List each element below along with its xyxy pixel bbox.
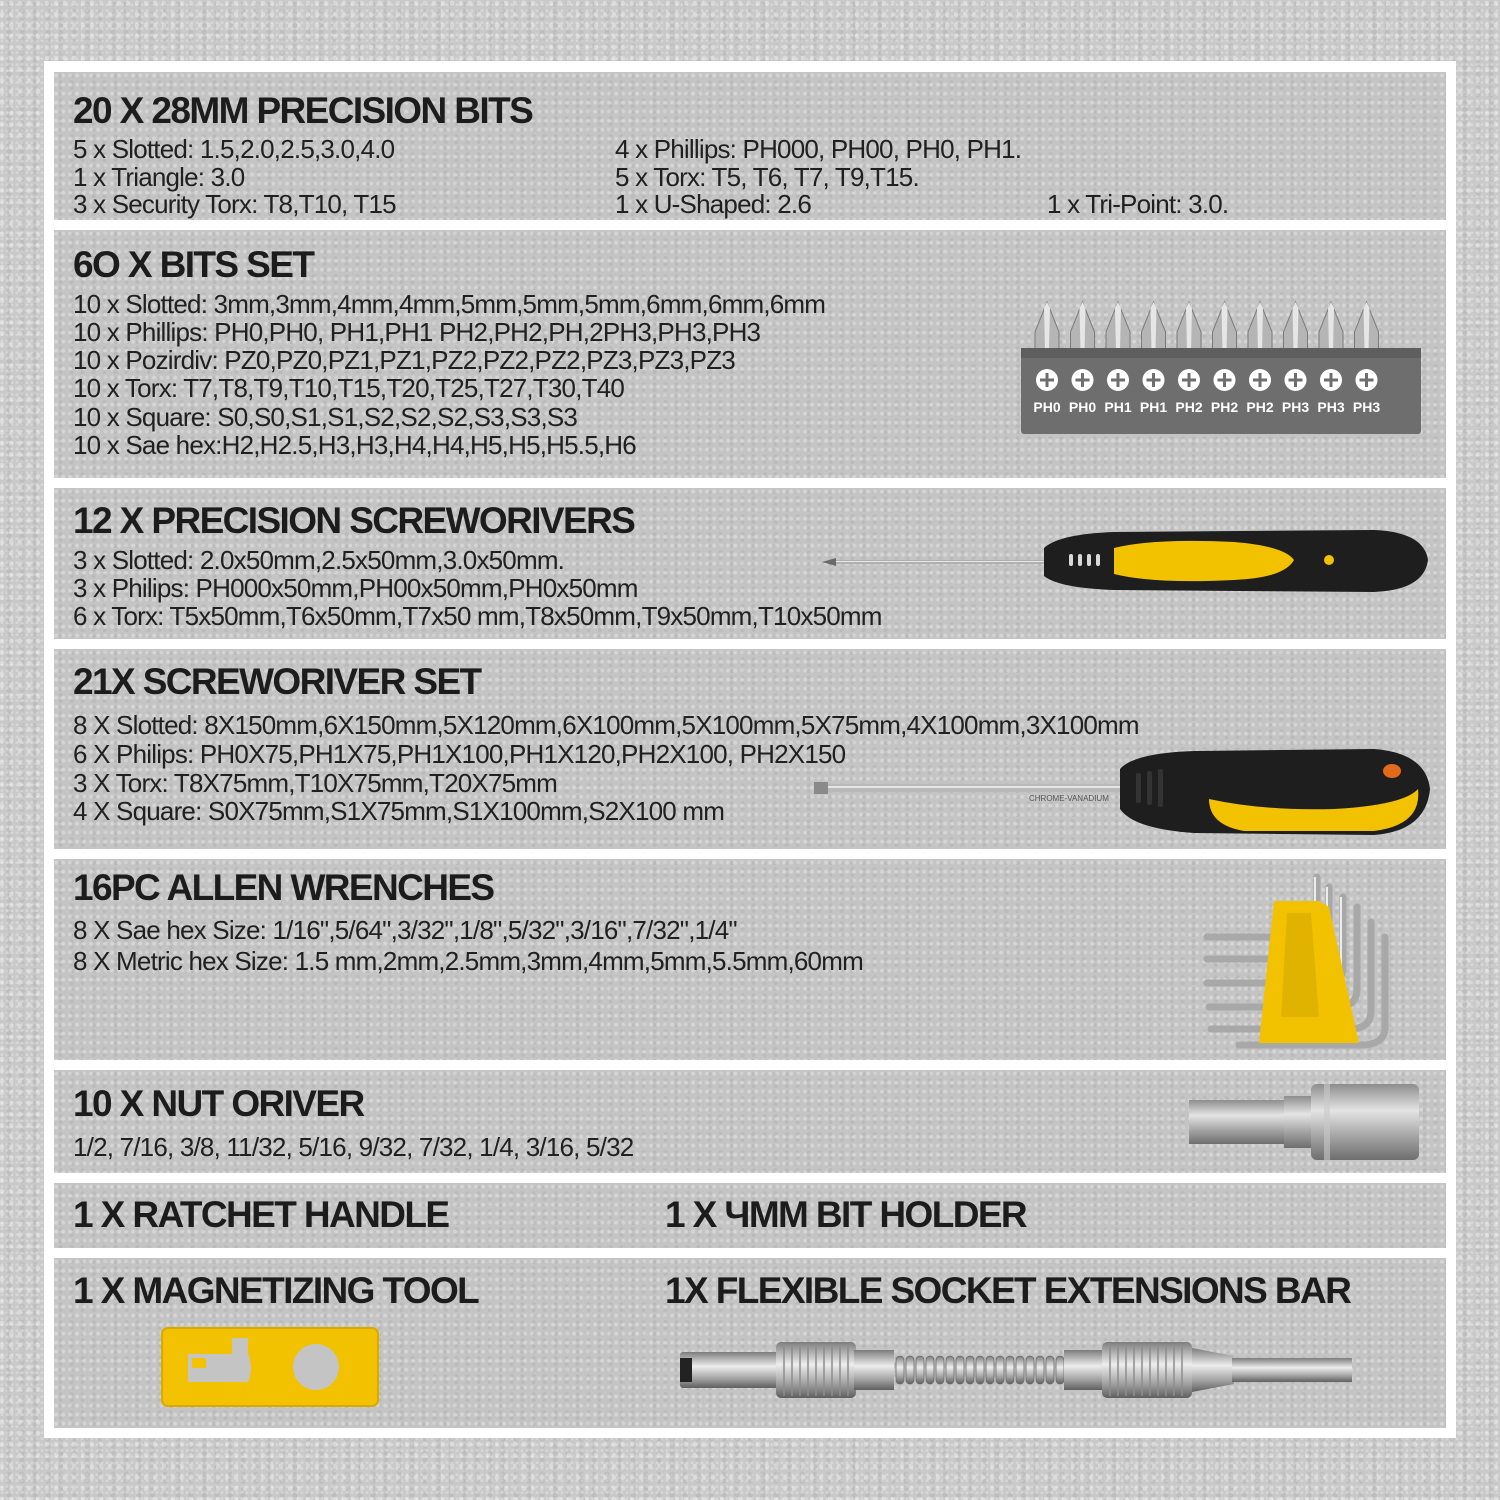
- spec-line: 5 x Torx: T5, T6, T7, T9,T15.: [615, 162, 919, 192]
- spec-line: 4 x Phillips: PH000, PH00, PH0, PH1.: [615, 134, 1022, 164]
- spec-line: 1/2, 7/16, 3/8, 11/32, 5/16, 9/32, 7/32, 1/4, 3/16, 5/32: [73, 1132, 634, 1162]
- spec-line: 3 x Slotted: 2.0x50mm,2.5x50mm,3.0x50mm.: [73, 545, 565, 575]
- bit-label: PH2: [1210, 399, 1239, 415]
- magnetizer-block-icon: [162, 1328, 382, 1408]
- screwdriver-bit: [1319, 302, 1343, 354]
- nut-driver-socket-icon: [1189, 1080, 1429, 1165]
- spec-line: 8 X Sae hex Size: 1/16",5/64",3/32",1/8",5/32",3/16",7/32",1/4": [73, 915, 737, 945]
- spec-line: 1 x U-Shaped: 2.6: [615, 189, 811, 219]
- section-precision-screwdrivers: [54, 488, 1446, 639]
- spec-line: 8 X Slotted: 8X150mm,6X150mm,5X120mm,6X100mm,5X100mm,5X75mm,4X100mm,3X100mm: [73, 710, 1139, 740]
- section-ratchet-bit-holder: [54, 1183, 1446, 1248]
- screwdriver-bit: [1213, 302, 1237, 354]
- screwdriver-bit: [1106, 302, 1130, 354]
- spec-line: 4 X Square: S0X75mm,S1X75mm,S1X100mm,S2X100 mm: [73, 796, 725, 826]
- screwdriver-bit: [1355, 302, 1379, 354]
- ratchet-title: 1 X RATCHET HANDLE: [73, 1194, 449, 1235]
- screwdriver-bit: [1248, 302, 1272, 354]
- bit-label: PH1: [1104, 399, 1132, 415]
- bit-label: PH3: [1281, 399, 1310, 415]
- spec-line: 10 x Sae hex:H2,H2.5,H3,H3,H4,H4,H5,H5,H5.5,H6: [73, 430, 636, 460]
- spec-line: 10 x Pozirdiv: PZ0,PZ0,PZ1,PZ1,PZ2,PZ2,PZ2,PZ3,PZ3,PZ3: [73, 345, 735, 375]
- section-magnetizer-extension: [54, 1258, 1446, 1428]
- section-screwdriver-set: [54, 649, 1446, 849]
- bit-label: PH0: [1033, 399, 1061, 415]
- bit-label: PH1: [1139, 399, 1168, 415]
- precision-screwdriver-icon: [814, 518, 1434, 608]
- spec-line: 8 X Metric hex Size: 1.5 mm,2mm,2.5mm,3mm,4mm,5mm,5.5mm,60mm: [73, 946, 863, 976]
- shaft-label: CHROME-VANADIUM: [1029, 794, 1109, 803]
- section-nut-driver: [54, 1070, 1446, 1173]
- section-title: 6O X BITS SET: [73, 244, 314, 285]
- section-bits-set: [54, 230, 1446, 478]
- bit-holder-title: 1 X ЧMM BIT HOLDER: [665, 1194, 1027, 1235]
- spec-line: 5 x Slotted: 1.5,2.0,2.5,3.0,4.0: [73, 134, 395, 164]
- spec-line: 3 x Philips: PH000x50mm,PH00x50mm,PH0x50mm: [73, 573, 638, 603]
- spec-line: 10 x Square: S0,S0,S1,S1,S2,S2,S2,S3,S3,S3: [73, 402, 578, 432]
- spec-line: 10 x Phillips: PH0,PH0, PH1,PH1 PH2,PH2,PH,2PH3,PH3,PH3: [73, 317, 761, 347]
- flexible-extension-bar-icon: [674, 1334, 1364, 1406]
- screwdriver-bit: [1142, 302, 1166, 354]
- section-allen-wrenches: [54, 859, 1446, 1060]
- spec-line: 3 X Torx: T8X75mm,T10X75mm,T20X75mm: [73, 768, 558, 798]
- spec-line: 6 X Philips: PH0X75,PH1X75,PH1X100,PH1X120,PH2X100, PH2X150: [73, 739, 846, 769]
- hex-key-set-icon: [1199, 867, 1439, 1057]
- spec-line: 1 x Triangle: 3.0: [73, 162, 245, 192]
- screwdriver-bit: [1177, 302, 1201, 354]
- screwdriver-bit: [1284, 302, 1308, 354]
- slotted-screwdriver-icon: [814, 739, 1434, 849]
- spec-line: 10 x Torx: T7,T8,T9,T10,T15,T20,T25,T27,T30,T40: [73, 373, 625, 403]
- extension-bar-title: 1X FLEXIBLE SOCKET EXTENSIONS BAR: [665, 1270, 1351, 1311]
- section-precision-bits: [54, 72, 1446, 220]
- bit-label: PH0: [1068, 399, 1097, 415]
- screwdriver-bit: [1071, 302, 1095, 354]
- bit-label: PH2: [1175, 399, 1203, 415]
- bit-holder-body: [1021, 348, 1421, 434]
- bit-label: PH3: [1317, 399, 1345, 415]
- section-title: 16PC ALLEN WRENCHES: [73, 867, 494, 908]
- spec-line: 3 x Security Torx: T8,T10, T15: [73, 189, 396, 219]
- spec-line: 10 x Slotted: 3mm,3mm,4mm,4mm,5mm,5mm,5mm,6mm,6mm,6mm: [73, 289, 826, 319]
- section-title: 20 X 28MM PRECISION BITS: [73, 90, 533, 131]
- bit-label: PH2: [1246, 399, 1274, 415]
- spec-line: 6 x Torx: T5x50mm,T6x50mm,T7x50 mm,T8x50mm,T9x50mm,T10x50mm: [73, 601, 882, 631]
- spec-sheet: [44, 61, 1456, 1438]
- screwdriver-bit: [1035, 302, 1059, 354]
- section-title: 12 X PRECISION SCREWORIVERS: [73, 500, 635, 541]
- spec-line: 1 x Tri-Point: 3.0.: [1047, 189, 1229, 219]
- section-title: 10 X NUT ORIVER: [73, 1083, 364, 1124]
- magnetizer-title: 1 X MAGNETIZING TOOL: [73, 1270, 479, 1311]
- section-title: 21X SCREWORIVER SET: [73, 661, 481, 702]
- bit-holder-strip-icon: [1019, 302, 1424, 437]
- bit-label: PH3: [1352, 399, 1381, 415]
